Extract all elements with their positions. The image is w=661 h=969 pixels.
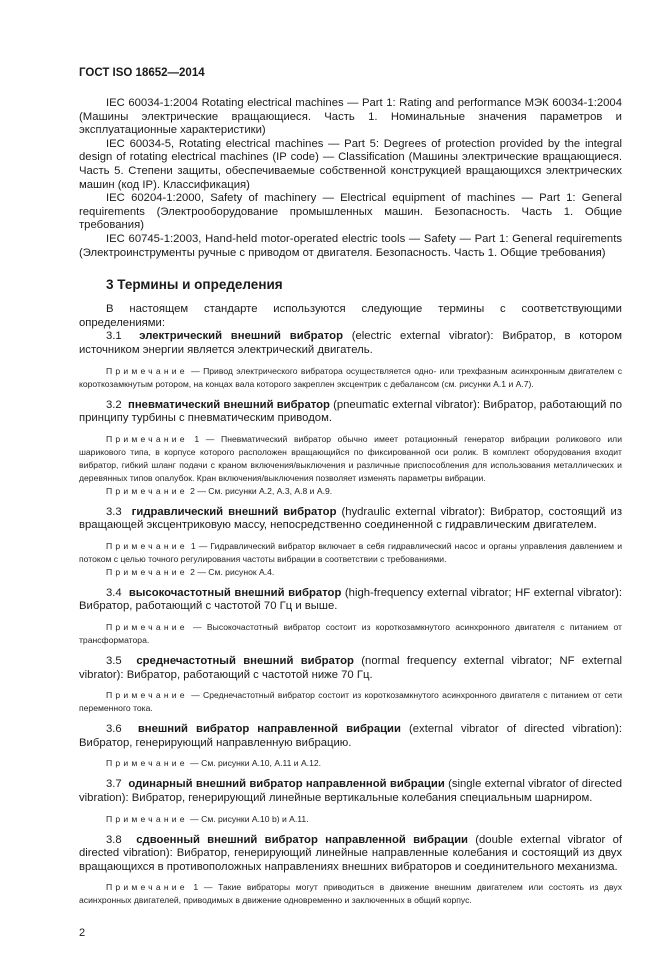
note-3-6: Примечание — См. рисунки А.10, А.11 и А.12.: [106, 758, 322, 769]
term-3-4: 3.4 высокочастотный внешний вибратор (high-frequency external vibrator; HF external vibrator): Вибратор, работающий с частотой 70 Гц и выше.: [79, 586, 623, 613]
note-3-7: Примечание — См. рисунки А.10 b) и А.11.: [106, 813, 309, 824]
note-3-5: Примечание — Среднечастотный вибратор состоит из короткозамкнутого асинхронного двигателя с питанием от сети переменного тока.: [79, 690, 622, 714]
document-header: ГОСТ ISO 18652—2014: [79, 67, 205, 79]
term-3-5: 3.5 среднечастотный внешний вибратор (normal frequency external vibrator; NF external vibrator): Вибратор, работающий с частотой ниже 70 Гц.: [79, 655, 623, 681]
note-3-3-1: Примечание 1 — Гидравлический вибратор включает в себя гидравлический насос и органы управления давлением и потоком с целью точного регулирования частоты вибрации в соответствии с требованиями.: [79, 540, 622, 564]
term-3-1: 3.1 электрический внешний вибратор (electric external vibrator): Вибратор, в котором источником энергии является электрический двигатель.: [79, 330, 622, 356]
term-3-7: 3.7 одинарный внешний вибратор направленной вибрации (single external vibrator of directed vibration): Вибратор, генерирующий линейные вертикальные колебания специальным шарниром.: [79, 778, 622, 805]
reference-3: IEC 60204-1:2000, Safety of machinery — Electrical equipment of machines — Part 1: General requirements (Электрооборудование промышленных машин. Безопасность. Часть 1. Общие требования): [79, 192, 622, 232]
note-3-1: Примечание — Привод электрического вибратора осуществляется одно- или трехфазным асинхронным двигателем с короткозамкнутым ротором, на концах вала которого закреплен эксцентрик с дебалансом (см. рисунки А.1 и А.7).: [79, 365, 622, 389]
note-3-2-1: Примечание 1 — Пневматический вибратор обычно имеет ротационный генератор вибрации роликового или шарикового типа, в корпусе которого расположен вращающийся по фиксированной оси ролик. В комплект оборудования входит вибратор, гибкий шланг подачи с краном включения/выключения и различные приспособления для использования металлических и деревянных типов опалубок. Кран включения/выключения позволяет изменять параметры вибрации.: [79, 433, 622, 483]
term-3-3: 3.3 гидравлический внешний вибратор (hydraulic external vibrator): Вибратор, состоящий из вращающей эксцентриковую массу, непосредственно соединенной с гидравлическим двигателем.: [79, 505, 622, 532]
term-3-6: 3.6 внешний вибратор направленной вибрации (external vibrator of directed vibration): Вибратор, генерирующий направленную вибрацию.: [79, 723, 622, 749]
note-3-8-1: Примечание 1 — Такие вибраторы могут приводиться в движение внешним двигателем или состоять из двух асинхронных двигателей, приводимых в движение одновременно и заключенных в общий корпус.: [79, 882, 622, 906]
section-intro: В настоящем стандарте используются следующие термины с соответствующими определениями:: [79, 303, 622, 329]
note-3-2-2: Примечание 2 — См. рисунки А.2, А.3, А.8 и А.9.: [106, 485, 333, 496]
reference-2: IEC 60034-5, Rotating electrical machines — Part 5: Degrees of protection provided by the integral design of rotating electrical machines (IP code) — Classification (Машины электрические вращающиеся. Часть 5. Степени защиты, обеспечиваемые собственной конструкцией вращающихся электрических машин (код IP). Классификация): [79, 137, 622, 191]
term-3-8: 3.8 сдвоенный внешний вибратор направленной вибрации (double external vibrator of directed vibration): Вибратор, генерирующий линейные направленные колебания и состоящий из двух вращающихся в противоположных направлениях внешних вибраторов и соединительного механизма.: [79, 833, 622, 873]
note-3-3-2: Примечание 2 — См. рисунок А.4.: [106, 566, 275, 577]
section-title: 3 Термины и определения: [106, 277, 283, 293]
page-number: 2: [79, 927, 86, 940]
note-3-4: Примечание — Высокочастотный вибратор состоит из короткозамкнутого асинхронного двигателя с питанием от трансформатора.: [79, 622, 622, 646]
reference-1: IEC 60034-1:2004 Rotating electrical machines — Part 1: Rating and performance МЭК 60034-1:2004 (Машины электрические вращающиеся. Часть 1. Номинальные значения параметров и эксплуатационные характеристики): [79, 97, 622, 137]
term-3-2: 3.2 пневматический внешний вибратор (pneumatic external vibrator): Вибратор, работающий по принципу турбины с пневматическим приводом.: [79, 398, 623, 425]
reference-4: IEC 60745-1:2003, Hand-held motor-operated electric tools — Safety — Part 1: General requirements (Электроинструменты ручные с приводом от двигателя. Безопасность. Часть 1. Общие требования): [79, 232, 622, 259]
